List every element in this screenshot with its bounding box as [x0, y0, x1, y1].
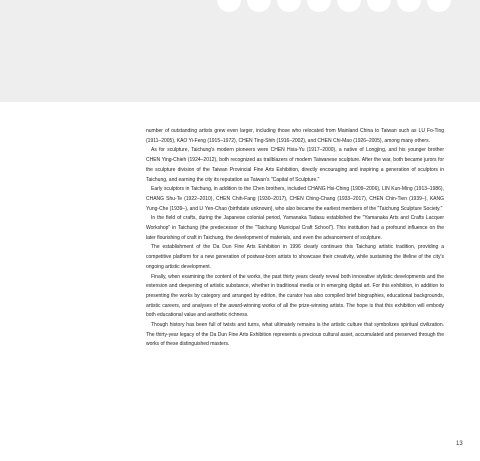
decorative-dot: [427, 0, 451, 12]
decorative-dot: [247, 0, 271, 12]
decorative-dot: [337, 0, 361, 12]
decorative-dot: [277, 0, 301, 12]
paragraph: Finally, when examining the content of the works, the past thirty years clearly reveal both innovative stylistic developments and the extension and deepening of artistic substance, whether in traditional media or in emerging digital art. For this exhibition, in addition to presenting the works by category and arranged by edition, the curator has also compiled brief biographies, educational backgrounds, artistic careers, and analyses of the award-winning works of all the prize-winning artists. The hope is that this exhibition will embody both educational value and aesthetic richness.: [146, 273, 444, 319]
paragraph: As for sculpture, Taichung's modern pioneers were CHEN Hsia-Yu (1917–2000), a native of Longjing, and his younger brother CHEN Ying-Chieh (1924–2012), both recognized as trailblazers of modern Taiwanese sculpture. After the war, both became jurors for the sculpture division of the Taiwan Provincial Fine Arts Exhibition, directly encouraging and inspiring a generation of sculptors in Taichung, and earning the city its reputation as Taiwan's "Capital of Sculpture.": [146, 147, 444, 183]
decorative-dot: [217, 0, 241, 12]
paragraph: In the field of crafts, during the Japanese colonial period, Yamanaka Tadasu established the "Yamanaka Arts and Crafts Lacquer Workshop" in Taichung (the predecessor of the "Taichung Municipal Craft School"). This institution had a profound influence on the later flourishing of craft in Taichung, the development of materials, and even the advancement of sculpture.: [146, 215, 444, 241]
paragraph: The establishment of the Da Dun Fine Arts Exhibition in 1996 clearly continues this Taichung artistic tradition, providing a competitive platform for a new generation of postwar-born artists to showcase their creativity, while sustaining the lifeline of the city's ongoing artistic development.: [146, 244, 444, 270]
page-number: 13: [456, 441, 463, 447]
paragraph: number of outstanding artists grew even larger, including those who relocated from Mainland China to Taiwan such as LU Fo-Ting (1911–2005), KAO Yi-Feng (1915–1972), CHEN Ting-Shih (1916–2002), and CHEN Chi-Mao (1926–2005), among many others.: [146, 128, 444, 144]
decorative-header-band: [0, 0, 480, 102]
body-text: [146, 127, 444, 350]
decorative-dot: [307, 0, 331, 12]
decorative-dot: [397, 0, 421, 12]
decorative-dot: [367, 0, 391, 12]
paragraph: Though history has been full of twists and turns, what ultimately remains is the artistic culture that symbolizes spiritual civilization. The thirty-year legacy of the Da Dun Fine Arts Exhibition represents a precious cultural asset, accumulated and preserved through the works of these distinguished masters.: [146, 322, 444, 348]
paragraph: Early sculptors in Taichung, in addition to the Chen brothers, included CHANG Hsi-Ching (1909–2006), LIN Kun-Ming (1913–1986), CHANG Shu-Te (1922–2010), CHEN Chih-Fang (1930–2017), CHEN Ching-Chang (1933–2017), CHEN Chin-Tien (1939–), KANG Yung-Che (1939–), and LI Yen-Chao (birthdate unknown), who also became the earliest members of the "Taichung Sculpture Society.": [146, 186, 444, 212]
